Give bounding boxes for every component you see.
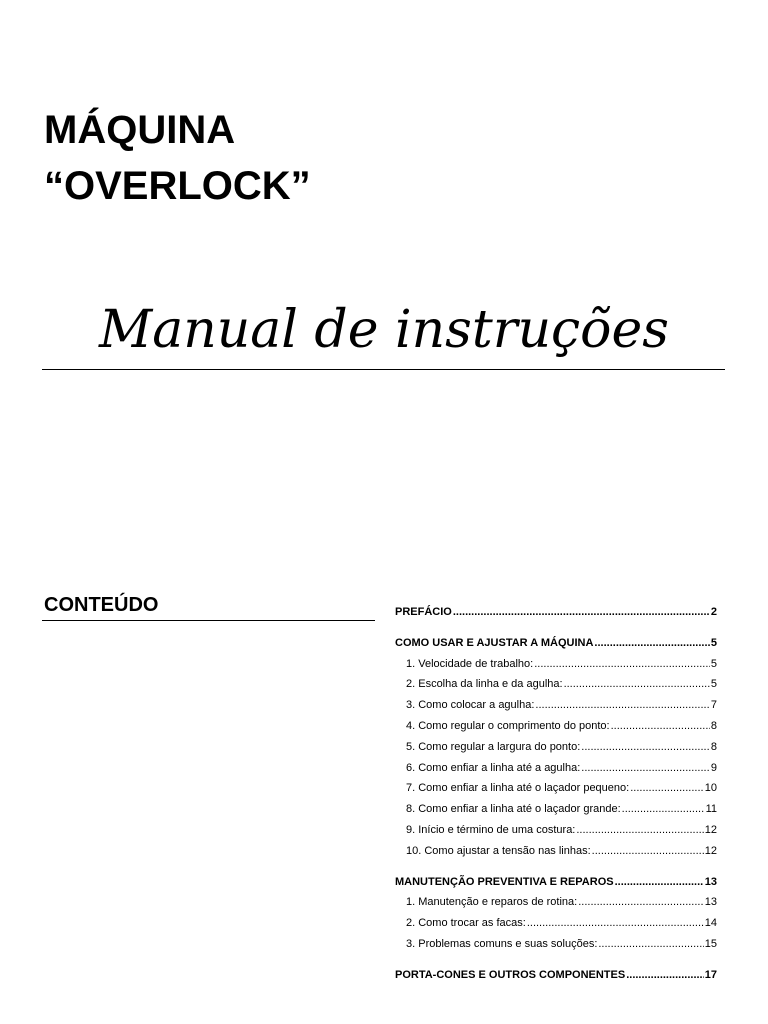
toc-entry[interactable] bbox=[395, 758, 717, 779]
toc-dot-leader bbox=[564, 674, 710, 695]
toc-page-number: 7 bbox=[710, 699, 717, 712]
toc-section-heading[interactable] bbox=[395, 965, 717, 986]
toc-page-number: 12 bbox=[704, 823, 717, 836]
toc-entry-label: 4. Como regular o comprimento do ponto: bbox=[406, 719, 610, 732]
toc-entry-label: 6. Como enfiar a linha até a agulha: bbox=[406, 761, 581, 774]
toc-section bbox=[395, 965, 717, 986]
toc-entry-label: 2. Escolha da linha e da agulha: bbox=[406, 678, 563, 691]
toc-entry-label: 3. Como colocar a agulha: bbox=[406, 699, 535, 712]
toc-dot-leader bbox=[534, 654, 710, 675]
toc-entry[interactable] bbox=[395, 913, 717, 934]
toc-entry-label: PORTA-CONES E OUTROS COMPONENTES bbox=[395, 968, 626, 981]
toc-page-number: 5 bbox=[710, 678, 717, 691]
toc-entry-label: COMO USAR E AJUSTAR A MÁQUINA bbox=[395, 636, 594, 649]
toc-section bbox=[395, 602, 717, 623]
toc-page-number: 15 bbox=[704, 937, 717, 950]
toc-page-number: 9 bbox=[710, 761, 717, 774]
toc-dot-leader bbox=[592, 841, 704, 862]
table-of-contents bbox=[395, 602, 717, 996]
contents-heading: CONTEÚDO bbox=[44, 594, 159, 616]
toc-entry-label: 9. Início e término de uma costura: bbox=[406, 823, 576, 836]
toc-entry[interactable] bbox=[395, 799, 717, 820]
toc-entry[interactable] bbox=[395, 654, 717, 675]
toc-dot-leader bbox=[578, 892, 704, 913]
toc-dot-leader bbox=[535, 695, 709, 716]
toc-page-number: 10 bbox=[704, 782, 717, 795]
toc-entry-label: 10. Como ajustar a tensão nas linhas: bbox=[406, 844, 591, 857]
toc-dot-leader bbox=[453, 602, 710, 623]
toc-page-number: 5 bbox=[710, 657, 717, 670]
toc-entry[interactable] bbox=[395, 778, 717, 799]
toc-page-number: 8 bbox=[710, 740, 717, 753]
toc-page-number: 11 bbox=[705, 803, 717, 816]
toc-page-number: 2 bbox=[710, 606, 717, 618]
toc-dot-leader bbox=[527, 913, 704, 934]
toc-dot-leader bbox=[581, 758, 710, 779]
toc-section-heading[interactable] bbox=[395, 602, 717, 623]
document-subtitle: Manual de instruções bbox=[99, 300, 669, 360]
toc-page-number: 13 bbox=[704, 875, 717, 888]
toc-dot-leader bbox=[611, 716, 710, 737]
toc-dot-leader bbox=[622, 799, 705, 820]
toc-section-heading[interactable] bbox=[395, 633, 717, 654]
contents-divider bbox=[42, 620, 375, 621]
toc-page-number: 5 bbox=[710, 636, 717, 649]
toc-dot-leader bbox=[594, 633, 709, 654]
toc-entry[interactable] bbox=[395, 695, 717, 716]
toc-dot-leader bbox=[598, 934, 703, 955]
toc-entry-label: 7. Como enfiar a linha até o laçador pequeno: bbox=[406, 782, 630, 795]
toc-dot-leader bbox=[626, 965, 704, 986]
toc-section bbox=[395, 633, 717, 862]
toc-entry-label: 8. Como enfiar a linha até o laçador grande: bbox=[406, 803, 621, 816]
document-title-line-1: MÁQUINA bbox=[44, 108, 236, 152]
toc-entry-label: MANUTENÇÃO PREVENTIVA E REPAROS bbox=[395, 875, 614, 888]
toc-entry-label: 1. Velocidade de trabalho: bbox=[406, 657, 534, 670]
toc-entry[interactable] bbox=[395, 820, 717, 841]
toc-page-number: 12 bbox=[704, 844, 717, 857]
subtitle-divider bbox=[42, 369, 725, 370]
toc-entry-label: 1. Manutenção e reparos de rotina: bbox=[406, 896, 578, 909]
toc-entry-label: 2. Como trocar as facas: bbox=[406, 917, 526, 930]
toc-entry-label: 5. Como regular a largura do ponto: bbox=[406, 740, 581, 753]
document-title-line-2: “OVERLOCK” bbox=[44, 164, 311, 208]
toc-dot-leader bbox=[630, 778, 704, 799]
toc-entry-label: 3. Problemas comuns e suas soluções: bbox=[406, 937, 598, 950]
toc-page-number: 8 bbox=[710, 719, 717, 732]
toc-dot-leader bbox=[576, 820, 703, 841]
toc-page-number: 17 bbox=[704, 968, 717, 981]
toc-section-heading[interactable] bbox=[395, 872, 717, 893]
toc-dot-leader bbox=[581, 737, 710, 758]
toc-page-number: 13 bbox=[704, 896, 717, 909]
toc-entry[interactable] bbox=[395, 674, 717, 695]
toc-section bbox=[395, 872, 717, 955]
toc-entry-label: PREFÁCIO bbox=[395, 606, 452, 618]
toc-entry[interactable] bbox=[395, 934, 717, 955]
toc-entry[interactable] bbox=[395, 841, 717, 862]
toc-dot-leader bbox=[615, 872, 704, 893]
toc-page-number: 14 bbox=[704, 917, 717, 930]
toc-entry[interactable] bbox=[395, 737, 717, 758]
toc-entry[interactable] bbox=[395, 892, 717, 913]
toc-entry[interactable] bbox=[395, 716, 717, 737]
